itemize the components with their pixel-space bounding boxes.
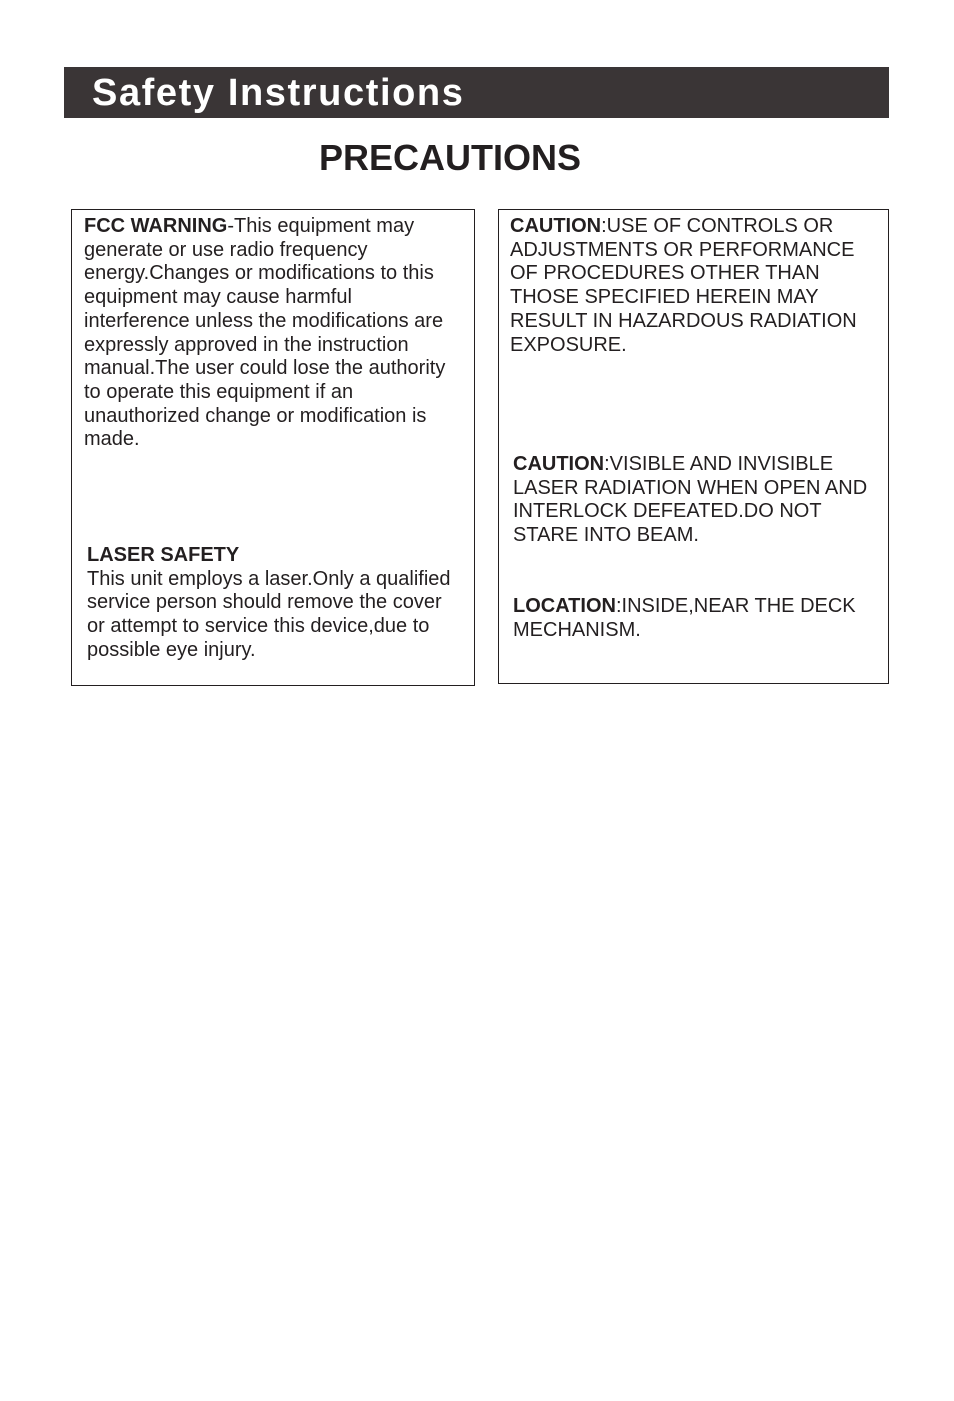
laser-safety-text: This unit employs a laser.Only a qualified service person should remove the cover or attempt to service this device,due to possible eye injury. — [87, 567, 451, 661]
caution-radiation-text: :VISIBLE AND INVISIBLE LASER RADIATION WHEN OPEN AND INTERLOCK DEFEATED.DO NOT STARE INTO BEAM. — [513, 453, 868, 547]
laser-safety-label: LASER SAFETY — [87, 544, 240, 566]
laser-safety-paragraph — [87, 544, 477, 663]
fcc-warning-label: FCC WARNING — [84, 215, 228, 237]
caution-controls-paragraph — [510, 215, 888, 357]
caution-controls-text: :USE OF CONTROLS OR ADJUSTMENTS OR PERFORMANCE OF PROCEDURES OTHER THAN THOSE SPECIFIED HEREIN MAY RESULT IN HAZARDOUS RADIATION EXPOSURE. — [510, 215, 857, 356]
fcc-warning-text: -This equipment may generate or use radio frequency energy.Changes or modifications to this equipment may cause harmful interference unless the modifications are expressly approved in the instruction manual.The user could lose the authority to operate this equipment if an unauthorized change or modification is made. — [84, 215, 446, 451]
location-label: LOCATION — [513, 595, 616, 617]
page-title: PRECAUTIONS — [318, 137, 582, 178]
fcc-warning-paragraph — [84, 215, 474, 452]
left-notice-box — [71, 209, 475, 686]
section-header-title: Safety Instructions — [92, 72, 465, 114]
caution-controls-label: CAUTION — [510, 215, 602, 237]
caution-radiation-paragraph — [513, 453, 891, 548]
location-text: :INSIDE,NEAR THE DECK MECHANISM. — [513, 595, 856, 641]
caution-radiation-label: CAUTION — [513, 453, 605, 475]
section-header-bar — [64, 67, 889, 118]
location-paragraph — [513, 595, 883, 642]
right-notice-box — [498, 209, 889, 684]
